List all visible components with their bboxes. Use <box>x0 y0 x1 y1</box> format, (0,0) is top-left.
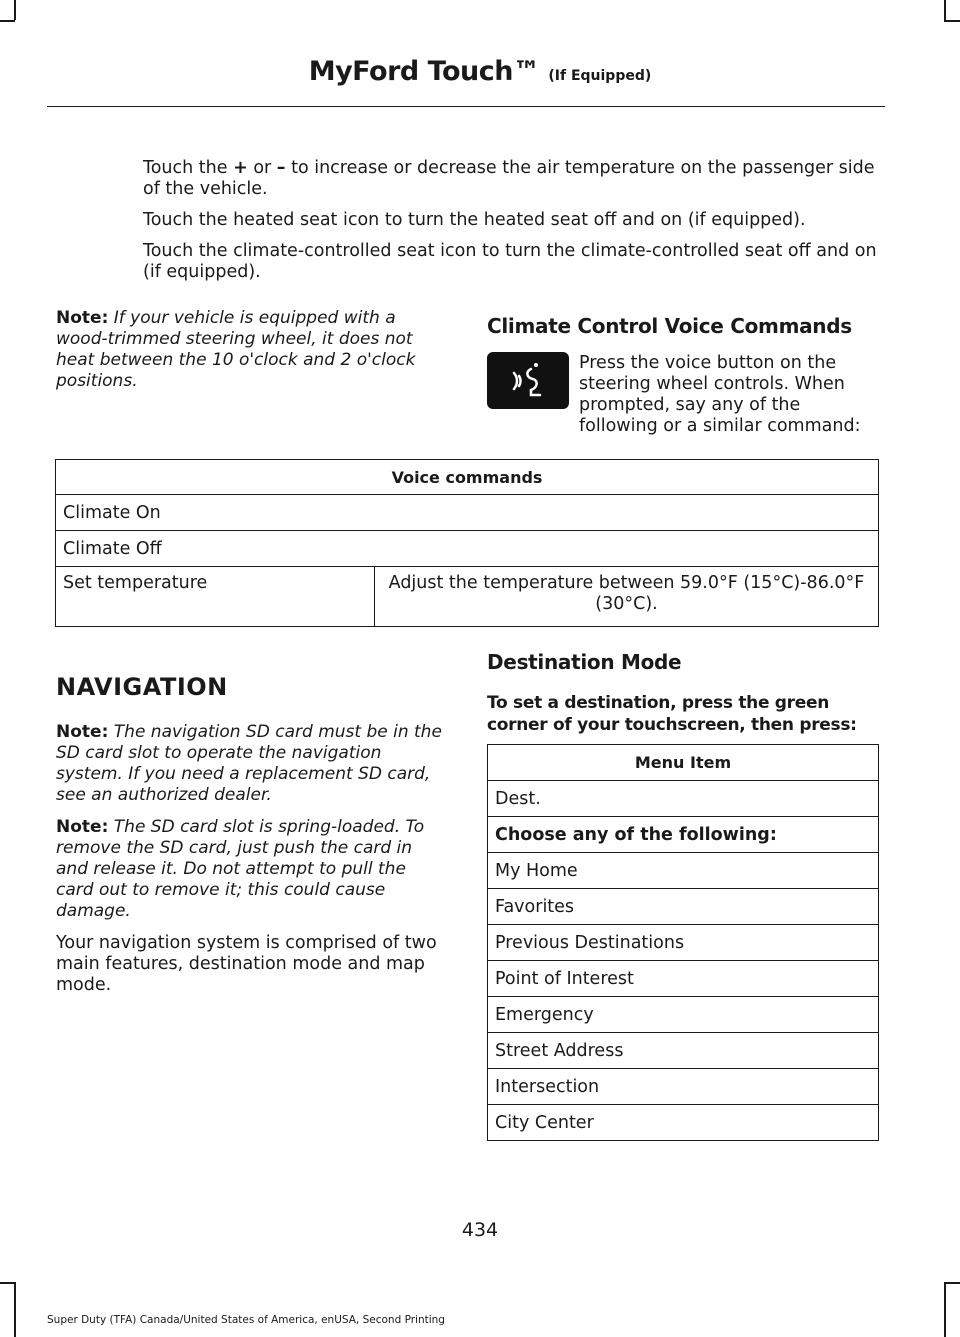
note-sd-slot <box>56 817 448 922</box>
intro-paragraph-heated-seat: Touch the heated seat icon to turn the heated seat off and on (if equipped). <box>143 210 806 230</box>
section-heading-climate-voice: Climate Control Voice Commands <box>487 314 852 338</box>
note-wood-trim <box>56 308 448 392</box>
table-cell: Set temperature <box>56 567 375 627</box>
table-header: Menu Item <box>488 745 879 781</box>
note-label: Note: <box>56 722 109 742</box>
note-label: Note: <box>56 817 109 837</box>
crop-mark <box>944 1282 960 1284</box>
crop-mark <box>0 20 15 22</box>
intro-paragraph-passenger-temp <box>143 158 883 200</box>
menu-item: My Home <box>488 853 879 889</box>
crop-mark <box>14 1282 16 1337</box>
crop-mark <box>944 1282 946 1337</box>
voice-commands-table <box>55 459 879 627</box>
header-rule <box>47 106 885 107</box>
note-text: The SD card slot is spring-loaded. To remove the SD card, just push the card in and release it. Do not attempt to pull the card out to remove it; this could cause damage. <box>56 817 425 921</box>
intro-text: or <box>247 158 277 178</box>
table-cell: Adjust the temperature between 59.0°F (15°C)-86.0°F (30°C). <box>375 567 879 627</box>
navigation-body: Your navigation system is comprised of two main features, destination mode and map mode. <box>56 933 437 995</box>
section-heading-destination: Destination Mode <box>487 650 682 674</box>
minus-symbol: – <box>276 158 286 178</box>
intro-text: to increase or decrease the air temperature on the passenger side of the vehicle. <box>143 158 875 199</box>
menu-item: Previous Destinations <box>488 925 879 961</box>
destination-lead: To set a destination, press the green corner of your touchscreen, then press: <box>487 693 857 735</box>
crop-mark <box>944 0 946 20</box>
menu-item: Choose any of the following: <box>488 817 879 853</box>
page-number: 434 <box>461 1219 499 1241</box>
footer-text: Super Duty (TFA) Canada/United States of America, enUSA, Second Printing <box>47 1314 445 1326</box>
intro-paragraph-climate-seat: Touch the climate-controlled seat icon to turn the climate-controlled seat off and on (if equipped). <box>143 241 877 282</box>
header-subtitle: (If Equipped) <box>548 68 652 84</box>
menu-item: Point of Interest <box>488 961 879 997</box>
menu-item: Emergency <box>488 997 879 1033</box>
menu-item: Dest. <box>488 781 879 817</box>
crop-mark <box>944 20 960 22</box>
plus-symbol: + <box>233 158 248 178</box>
page-title <box>0 54 960 94</box>
note-label: Note: <box>56 308 109 328</box>
section-heading-navigation: NAVIGATION <box>56 673 228 701</box>
note-text: The navigation SD card must be in the SD card slot to operate the navigation system. If you need a replacement SD card, see an authorized dealer. <box>56 722 442 805</box>
menu-item-table <box>487 744 879 1141</box>
intro-text: Touch the <box>143 158 234 178</box>
crop-mark <box>0 1282 15 1284</box>
crop-mark <box>14 0 16 20</box>
header-title: MyFord Touch™ <box>308 56 540 87</box>
menu-item: Intersection <box>488 1069 879 1105</box>
climate-voice-instruction <box>487 353 867 437</box>
instruction-text: Press the voice button on the steering wheel controls. When prompted, say any of the following or a similar command: <box>579 353 861 436</box>
table-header: Voice commands <box>56 460 879 495</box>
table-cell: Climate On <box>56 495 879 531</box>
note-sd-card <box>56 722 448 806</box>
note-text: If your vehicle is equipped with a wood-trimmed steering wheel, it does not heat between the 10 o'clock and 2 o'clock positions. <box>56 308 416 391</box>
table-cell: Climate Off <box>56 531 879 567</box>
menu-item: Street Address <box>488 1033 879 1069</box>
menu-item: City Center <box>488 1105 879 1141</box>
menu-item: Favorites <box>488 889 879 925</box>
